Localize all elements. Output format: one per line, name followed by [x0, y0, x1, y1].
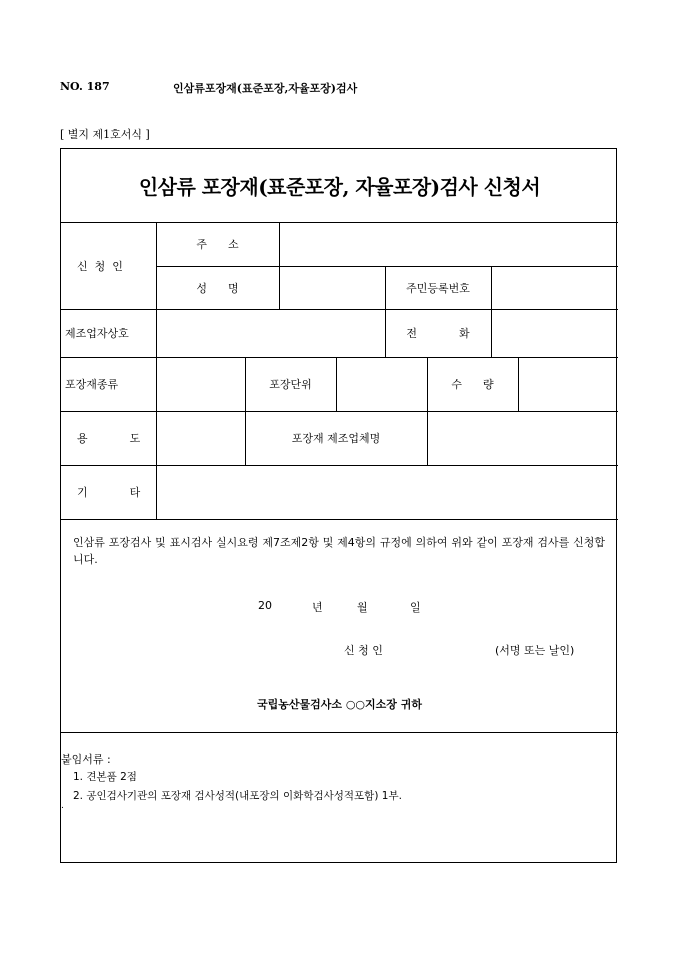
date-year-unit: 년 [312, 601, 323, 614]
trailing-mark: . [61, 801, 64, 811]
signature-note: (서명 또는 날인) [495, 644, 575, 657]
company-name-label: 제조업자상호 [65, 327, 129, 340]
grid-line [518, 357, 519, 411]
resident-number-label: 주민등록번호 [406, 281, 470, 295]
grid-line [336, 357, 337, 411]
quantity-label: 수 량 [451, 378, 494, 391]
form-number-label: [ 별지 제1호서식 ] [60, 128, 150, 141]
applicant-label: 신 청 인 [77, 259, 123, 273]
packaging-type-label: 포장재종류 [65, 378, 119, 391]
attachments-title: 붙임서류 : [61, 753, 111, 766]
application-form [60, 148, 617, 863]
attachment-item: 2. 공인검사기관의 포장재 검사성적(내포장의 이화학검사성적포함) 1부. [73, 790, 402, 802]
date-day-unit: 일 [410, 601, 421, 614]
grid-line [156, 465, 157, 519]
document-number: NO. 187 [60, 80, 110, 93]
grid-line [279, 222, 280, 309]
signature-applicant-label: 신 청 인 [344, 644, 383, 657]
document-heading: 인삼류포장재(표준포장,자율포장)검사 [173, 82, 358, 95]
packaging-unit-label: 포장단위 [269, 378, 312, 391]
application-statement: 인삼류 포장검사 및 표시검사 실시요령 제7조제2항 및 제4항의 규정에 의하여 위와 같이 포장재 검사를 신청합니다. [73, 536, 605, 566]
attachment-item: 1. 견본품 2점 [73, 771, 137, 783]
name-label: 성 명 [196, 281, 239, 295]
date-month-unit: 월 [357, 601, 368, 614]
grid-line [61, 519, 618, 520]
form-title: 인삼류 포장재(표준포장, 자율포장)검사 신청서 [138, 175, 541, 199]
date-year: 20 [258, 599, 272, 612]
usage-label: 용 도 [77, 432, 141, 445]
phone-label: 전 화 [406, 327, 470, 340]
address-label: 주 소 [196, 238, 239, 251]
other-label: 기 타 [77, 486, 141, 499]
manufacturer-name-label: 포장재 제조업체명 [291, 432, 381, 445]
grid-line [491, 266, 492, 357]
grid-line [61, 732, 618, 733]
addressee: 국립농산물검사소 ○○지소장 귀하 [257, 698, 422, 711]
